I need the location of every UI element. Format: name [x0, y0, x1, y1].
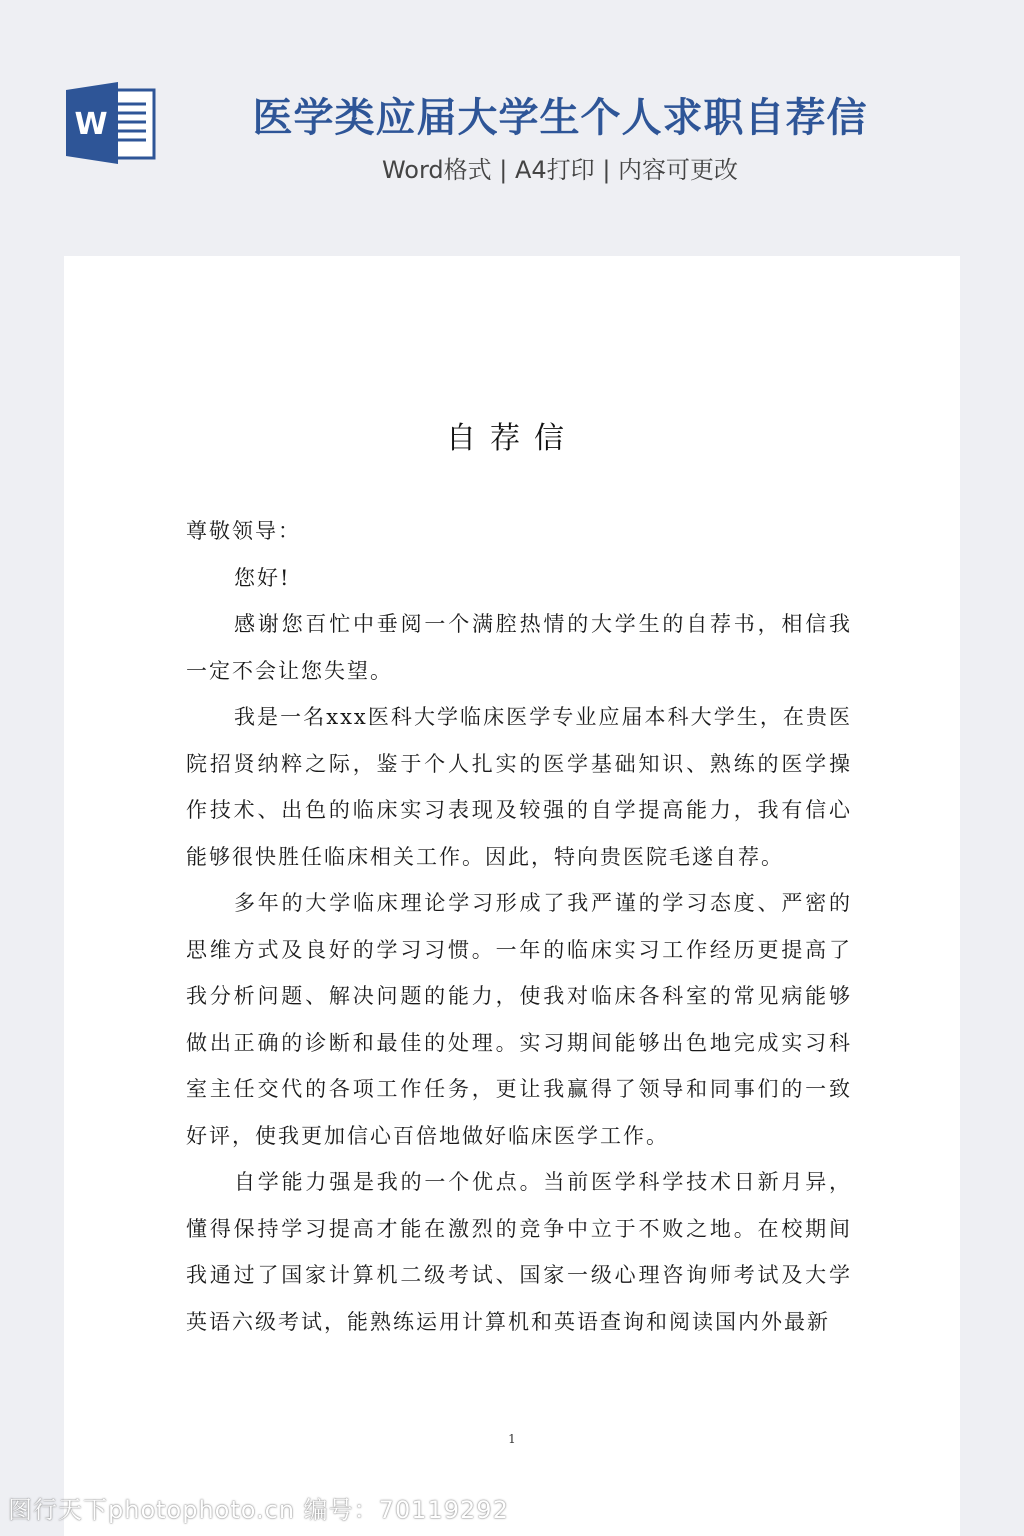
page-subtitle: Word格式 | A4打印 | 内容可更改 — [381, 156, 739, 184]
header — [0, 0, 1024, 256]
paragraph: 我是一名xxx医科大学临床医学专业应届本科大学生，在贵医院招贤纳粹之际，鉴于个人扎实的医学基础知识、熟练的医学操作技术、出色的临床实习表现及较强的自学提高能力，我有信心能够很快胜任临床相关工作。因此，特向贵医院毛遂自荐。 — [186, 705, 852, 869]
word-document-icon — [64, 82, 156, 164]
page-title: 医学类应届大学生个人求职自荐信 — [252, 95, 868, 141]
paragraph: 自学能力强是我的一个优点。当前医学科学技术日新月异，懂得保持学习提高才能在激烈的竞争中立于不败之地。在校期间我通过了国家计算机二级考试、国家一级心理咨询师考试及大学英语六级考试，能熟练运用计算机和英语查询和阅读国内外最新 — [186, 1170, 852, 1334]
paragraph: 多年的大学临床理论学习形成了我严谨的学习态度、严密的思维方式及良好的学习习惯。一年的临床实习工作经历更提高了我分析问题、解决问题的能力，使我对临床各科室的常见病能够做出正确的诊断和最佳的处理。实习期间能够出色地完成实习科室主任交代的各项工作任务，更让我赢得了领导和同事们的一致好评，使我更加信心百倍地做好临床医学工作。 — [186, 891, 852, 1148]
document-body — [186, 508, 852, 1345]
document-page — [64, 256, 960, 1536]
page-number: 1 — [508, 1432, 516, 1446]
watermark: 图行天下photophoto.cn 编号：70119292 — [8, 1496, 509, 1524]
salutation: 尊敬领导： — [186, 519, 301, 543]
paragraph: 感谢您百忙中垂阅一个满腔热情的大学生的自荐书，相信我一定不会让您失望。 — [186, 612, 852, 683]
document-heading: 自荐信 — [446, 421, 578, 456]
word-icon-letter: W — [74, 107, 108, 142]
greeting: 您好! — [234, 565, 291, 590]
